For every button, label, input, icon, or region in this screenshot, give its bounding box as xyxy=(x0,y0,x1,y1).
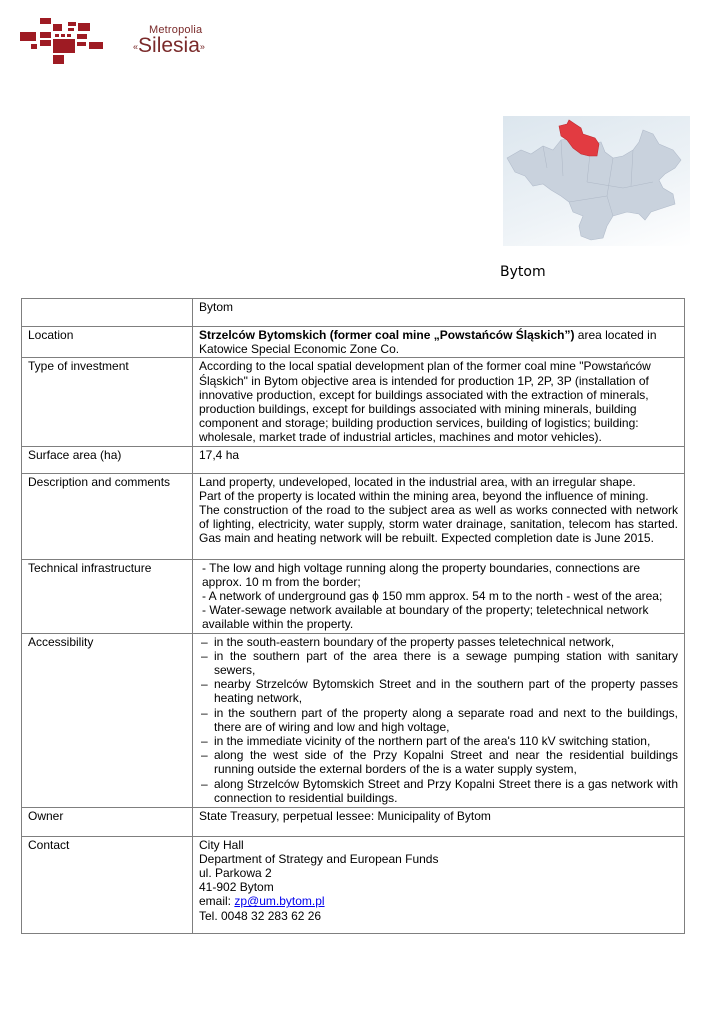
table-row-investment xyxy=(22,358,685,446)
quote-mark: « xyxy=(133,41,139,52)
logo-square xyxy=(40,32,51,38)
contact-line: City Hall xyxy=(199,837,244,852)
description-line: The construction of the road to the subject area as well as works connected with network of lighting, electricity, water supply, storm water drainage, sanitation, telecom has started. Gas main and heating network will be rebuilt. Expected completion date is June 2015. xyxy=(199,503,678,546)
technical-item: - The low and high voltage running along the property boundaries, connections are approx. 10 m from the border; xyxy=(202,560,641,589)
owner-label: Owner xyxy=(22,807,193,836)
table-row-location xyxy=(22,327,685,358)
logo-square xyxy=(31,44,37,49)
investment-value: According to the local spatial development plan of the former coal mine "Powstańców Śląskich" in Bytom objective area is intended for production 1P, 2P, 3P (installation of innovative production, except for buildings associated with the extraction of minerals, production buildings, except for buildings associated with mining minerals, building component and storage; building production services, building of logistics; building: wholesale, market trade of industrial articles, machines and motor vehicles). xyxy=(193,358,685,446)
surface-value: 17,4 ha xyxy=(193,446,685,473)
property-info-table xyxy=(21,298,685,934)
owner-value: State Treasury, perpetual lessee: Municipality of Bytom xyxy=(193,807,685,836)
contact-line: ul. Parkowa 2 xyxy=(199,866,272,881)
table-row-contact xyxy=(22,836,685,933)
investment-label: Type of investment xyxy=(22,358,193,446)
contact-email-line xyxy=(199,894,678,908)
logo-square xyxy=(78,23,90,31)
description-value xyxy=(193,473,685,559)
logo-square xyxy=(20,32,36,41)
accessibility-item: – in the south-eastern boundary of the property passes teletechnical network, xyxy=(199,635,678,649)
logo-square xyxy=(40,40,51,46)
contact-line: 41-902 Bytom xyxy=(199,880,274,895)
technical-item: - A network of underground gas ϕ 150 mm approx. 54 m to the north - west of the area; xyxy=(202,589,663,604)
description-line: Land property, undeveloped, located in the industrial area, with an irregular shape. xyxy=(199,474,636,489)
contact-value xyxy=(193,836,685,933)
accessibility-value xyxy=(193,633,685,807)
location-value-bold: Strzelców Bytomskich (former coal mine „Powstańców Śląskich”) xyxy=(199,328,575,342)
location-label: Location xyxy=(22,327,193,358)
location-value-rest: area located in Katowice Special Economic Zone Co. xyxy=(199,328,657,357)
header-value-cell: Bytom xyxy=(193,299,685,327)
table-row-description xyxy=(22,473,685,559)
accessibility-item: – along Strzelców Bytomskich Street and Przy Kopalni Street there is a gas network with connection to residential buildings. xyxy=(199,777,678,805)
logo-square xyxy=(68,22,76,26)
region-map xyxy=(503,116,690,246)
silesia-region-map-icon xyxy=(503,116,690,246)
technical-label: Technical infrastructure xyxy=(22,559,193,633)
logo-silesia-word: Silesia xyxy=(138,34,200,57)
city-name: Bytom xyxy=(500,264,546,280)
logo-square xyxy=(40,18,51,24)
logo-square xyxy=(53,55,64,64)
accessibility-label: Accessibility xyxy=(22,633,193,807)
contact-phone: Tel. 0048 32 283 62 26 xyxy=(199,908,322,923)
metropolia-silesia-logo xyxy=(20,18,205,68)
email-link[interactable]: zp@um.bytom.pl xyxy=(234,894,325,909)
accessibility-item: – nearby Strzelców Bytomskich Street and in the southern part of the property passes heating network, xyxy=(199,677,678,705)
table-row-accessibility xyxy=(22,633,685,807)
technical-value xyxy=(193,559,685,633)
logo-square xyxy=(67,34,71,37)
quote-mark: » xyxy=(199,41,205,52)
logo-square xyxy=(77,42,86,46)
accessibility-item: – in the immediate vicinity of the northern part of the area's 110 kV switching station, xyxy=(199,734,678,748)
accessibility-item: – in the southern part of the area there is a sewage pumping station with sanitary sewers, xyxy=(199,649,678,677)
logo-square xyxy=(53,24,62,31)
logo-text xyxy=(133,24,205,58)
logo-square xyxy=(53,39,75,53)
logo-square xyxy=(68,28,74,31)
accessibility-list xyxy=(199,635,678,805)
table-row-owner xyxy=(22,807,685,836)
logo-square xyxy=(61,34,65,37)
email-label: email: xyxy=(199,894,235,909)
logo-square xyxy=(77,34,87,39)
logo-square xyxy=(55,34,59,37)
table-row-surface xyxy=(22,446,685,473)
contact-line: Department of Strategy and European Funds xyxy=(199,851,439,866)
table-row-header xyxy=(22,299,685,327)
table-row-technical xyxy=(22,559,685,633)
accessibility-item: – along the west side of the Przy Kopalni Street and near the residential buildings running outside the external borders of the is a water supply system, xyxy=(199,748,678,776)
location-value xyxy=(193,327,685,358)
logo-text-silesia xyxy=(133,34,205,58)
contact-label: Contact xyxy=(22,836,193,933)
logo-square xyxy=(89,42,103,49)
header-label-cell xyxy=(22,299,193,327)
logo-text-metropolia: Metropolia xyxy=(149,24,203,36)
accessibility-item: – in the southern part of the property along a separate road and next to the buildings, there are of wiring and low and high voltage, xyxy=(199,706,678,734)
description-label: Description and comments xyxy=(22,473,193,559)
description-line: Part of the property is located within the mining area, beyond the influence of mining. xyxy=(199,488,649,503)
surface-label: Surface area (ha) xyxy=(22,446,193,473)
technical-item: - Water-sewage network available at boundary of the property; teletechnical network available within the property. xyxy=(202,603,649,632)
